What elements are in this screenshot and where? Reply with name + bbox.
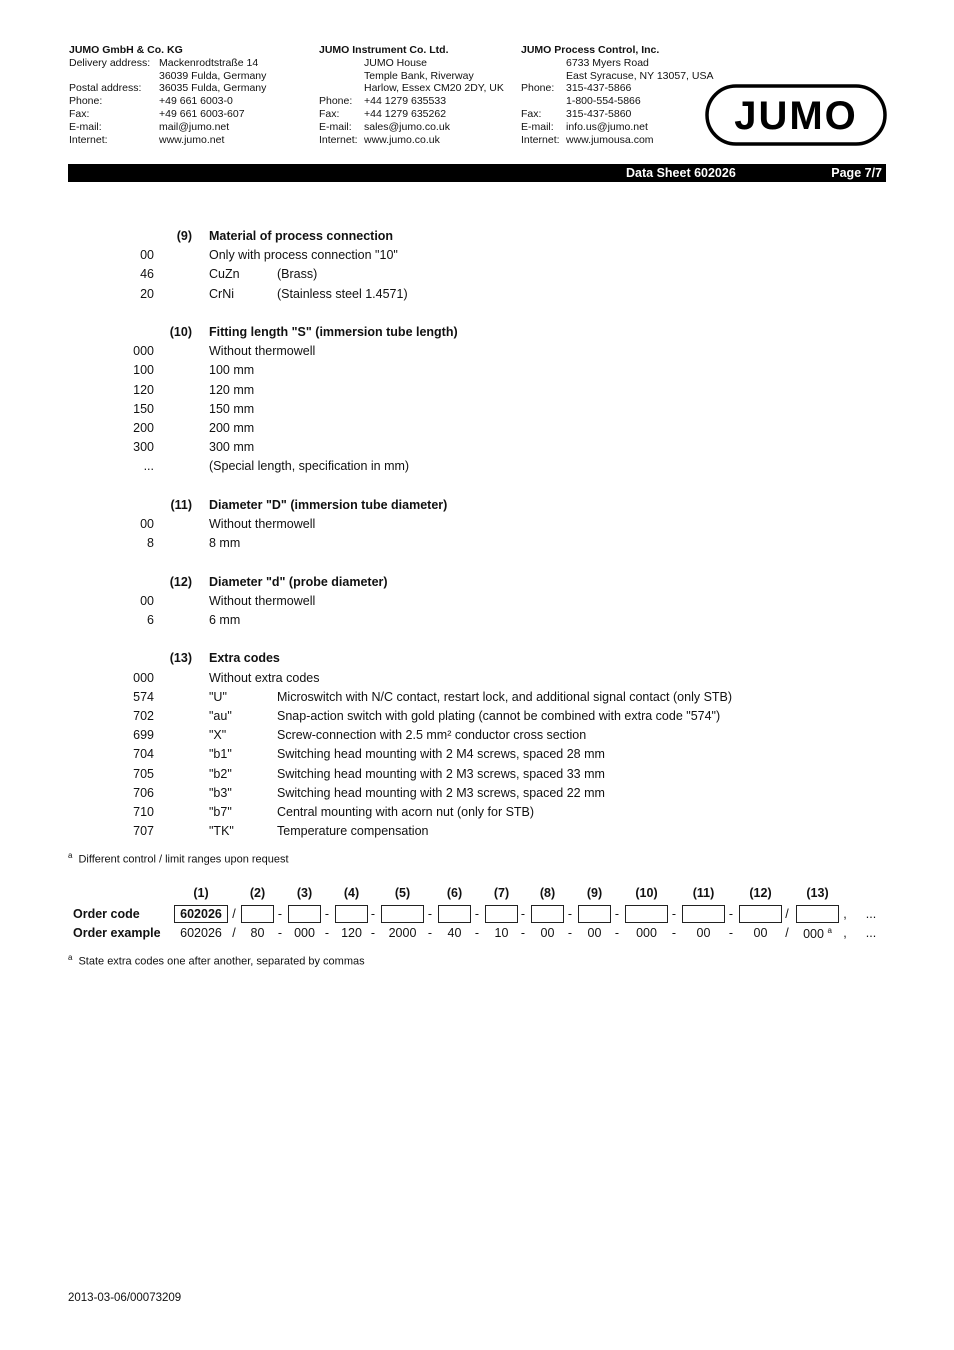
item-code: 150 xyxy=(133,401,154,416)
address-line xyxy=(69,95,266,108)
order-example-text: 120 xyxy=(341,926,362,940)
order-position-header: (13) xyxy=(806,886,829,900)
address-line xyxy=(521,95,713,108)
address-value: info.us@jumo.net xyxy=(566,120,648,133)
address-jumo-germany xyxy=(69,44,266,146)
address-value: East Syracuse, NY 13057, USA xyxy=(566,69,714,82)
address-line xyxy=(521,121,713,134)
list-item xyxy=(0,784,954,803)
order-separator: / xyxy=(785,926,789,940)
section-title: Extra codes xyxy=(209,651,280,666)
address-label: E-mail: xyxy=(69,120,102,133)
order-code-box[interactable] xyxy=(241,905,274,923)
list-item xyxy=(0,534,954,553)
datasheet-number: Data Sheet 602026 xyxy=(626,166,736,180)
address-jumo-usa xyxy=(521,44,713,146)
document-date-code: 2013-03-06/00073209 xyxy=(68,1292,182,1304)
order-code-box[interactable] xyxy=(682,905,725,923)
order-example-text: 000 xyxy=(294,926,315,940)
order-code-label: Order code xyxy=(73,907,140,921)
order-separator: - xyxy=(728,907,734,921)
item-detail: Snap-action switch with gold plating (cannot be combined with extra code "574") xyxy=(277,709,721,723)
item-description: "au" xyxy=(209,709,232,723)
address-line xyxy=(521,108,713,121)
item-description: Without thermowell xyxy=(209,593,316,608)
address-label: E-mail: xyxy=(521,120,554,133)
list-item xyxy=(0,765,954,784)
order-example-text: 2000 xyxy=(388,926,417,940)
address-value: +44 1279 635533 xyxy=(364,95,447,108)
item-description: CuZn xyxy=(209,267,240,282)
footnote-ranges xyxy=(68,851,289,866)
item-description: CrNi xyxy=(209,286,234,301)
address-line xyxy=(69,82,266,95)
address-line xyxy=(521,70,713,83)
address-line xyxy=(319,121,504,134)
section-heading xyxy=(0,227,954,246)
order-separator: - xyxy=(324,926,330,940)
item-description: Without thermowell xyxy=(209,517,316,531)
address-value: Mackenrodtstraße 14 xyxy=(159,56,259,69)
item-description: 8 mm xyxy=(209,536,241,551)
order-separator: - xyxy=(474,907,480,921)
section-index: (9) xyxy=(176,229,192,243)
address-value: sales@jumo.co.uk xyxy=(364,120,450,133)
address-label: Phone: xyxy=(319,95,353,108)
address-label: Internet: xyxy=(69,133,108,146)
order-separator: - xyxy=(427,926,433,940)
list-item xyxy=(0,457,954,476)
list-item xyxy=(0,361,954,380)
order-position-header: (3) xyxy=(296,886,313,900)
item-code: 00 xyxy=(140,248,154,263)
item-code: ... xyxy=(143,459,154,474)
order-example-value xyxy=(578,926,611,940)
address-value: 36035 Fulda, Germany xyxy=(159,82,267,95)
order-example-value xyxy=(288,926,321,940)
item-code: 46 xyxy=(140,267,154,282)
order-separator: , xyxy=(843,907,847,921)
item-detail: Central mounting with acorn nut (only for STB) xyxy=(277,805,535,819)
address-value: 1-800-554-5866 xyxy=(566,95,641,108)
order-trailing-ellipsis: ... xyxy=(865,907,877,921)
order-example-text: 00 xyxy=(587,926,602,940)
item-detail: Switching head mounting with 2 M4 screws, spaced 28 mm xyxy=(277,747,605,762)
company-name: JUMO GmbH & Co. KG xyxy=(69,44,183,56)
item-description: "b3" xyxy=(209,785,232,800)
list-item xyxy=(0,265,954,284)
order-example-text: 80 xyxy=(250,926,265,940)
address-label: Delivery address: xyxy=(69,56,151,69)
address-label: E-mail: xyxy=(319,120,352,133)
item-description: 200 mm xyxy=(209,421,255,435)
item-code: 300 xyxy=(133,440,154,455)
address-value: www.jumo.net xyxy=(159,133,225,146)
datasheet-bar xyxy=(68,164,886,182)
order-example-text: 00 xyxy=(753,926,768,940)
address-value: 36039 Fulda, Germany xyxy=(159,69,267,82)
order-code-box[interactable] xyxy=(578,905,611,923)
list-item xyxy=(0,438,954,457)
item-detail: Switching head mounting with 2 M3 screws, spaced 33 mm xyxy=(277,766,605,781)
section-title: Fitting length "S" (immersion tube length) xyxy=(209,325,458,339)
item-description: 100 mm xyxy=(209,363,255,378)
address-label: Internet: xyxy=(521,133,560,146)
order-example-value xyxy=(335,926,368,940)
item-code: 705 xyxy=(133,766,154,781)
address-line xyxy=(319,70,504,83)
item-description: 300 mm xyxy=(209,440,255,455)
address-label: Phone: xyxy=(69,95,103,108)
order-example-value xyxy=(682,926,725,940)
item-detail: Screw-connection with 2.5 mm² conductor cross section xyxy=(277,728,587,743)
address-line xyxy=(319,134,504,147)
list-item xyxy=(0,803,954,822)
company-name: JUMO Instrument Co. Ltd. xyxy=(319,44,449,56)
footnote-extra-codes xyxy=(68,953,365,968)
item-code: 699 xyxy=(133,728,154,743)
address-label: Internet: xyxy=(319,133,358,146)
item-code: 000 xyxy=(133,344,154,359)
section-heading xyxy=(0,573,954,592)
section-heading xyxy=(0,496,954,515)
list-item xyxy=(0,342,954,361)
address-value: +49 661 6003-607 xyxy=(159,107,245,120)
order-separator: - xyxy=(427,907,433,921)
order-position-header: (7) xyxy=(493,886,510,900)
address-line xyxy=(69,121,266,134)
order-separator: / xyxy=(232,926,236,940)
address-value: JUMO House xyxy=(364,56,428,69)
list-item xyxy=(0,419,954,438)
order-example-value xyxy=(174,926,228,940)
item-detail: Microswitch with N/C contact, restart lock, and additional signal contact (only STB) xyxy=(277,689,733,704)
section-heading xyxy=(0,323,954,342)
order-code-box[interactable] xyxy=(739,905,782,923)
item-code: 6 xyxy=(147,613,154,627)
address-value: 315-437-5866 xyxy=(566,82,632,95)
order-separator: - xyxy=(614,926,620,940)
address-line xyxy=(319,95,504,108)
company-name: JUMO Process Control, Inc. xyxy=(521,44,660,56)
address-line xyxy=(319,57,504,70)
address-value: 315-437-5860 xyxy=(566,107,632,120)
order-example-text: 000 xyxy=(636,926,657,940)
order-separator: , xyxy=(843,926,847,940)
address-label: Fax: xyxy=(69,107,90,120)
order-example-text: 00 xyxy=(540,926,555,940)
order-example-value xyxy=(485,926,518,940)
item-description: "b2" xyxy=(209,766,232,781)
list-item xyxy=(0,400,954,419)
order-separator: - xyxy=(277,926,283,940)
order-separator: / xyxy=(785,907,789,921)
address-value: 6733 Myers Road xyxy=(566,56,649,69)
address-value: +44 1279 635262 xyxy=(364,107,447,120)
order-separator: - xyxy=(277,907,283,921)
order-example-value xyxy=(531,926,564,940)
order-example-value xyxy=(739,926,782,940)
item-description: 6 mm xyxy=(209,613,241,627)
order-example-text: 602026 xyxy=(180,926,222,940)
address-value: Harlow, Essex CM20 2DY, UK xyxy=(364,82,504,95)
order-example-value xyxy=(241,926,274,940)
section-heading xyxy=(0,649,954,668)
address-value: Temple Bank, Riverway xyxy=(364,69,474,82)
footnote-mark: a xyxy=(68,953,73,962)
order-position-header: (6) xyxy=(446,886,463,900)
order-position-header: (4) xyxy=(343,886,360,900)
item-detail: Temperature compensation xyxy=(277,824,429,839)
item-description: "b1" xyxy=(209,747,232,762)
item-description: "b7" xyxy=(209,805,232,819)
item-description: Only with process connection "10" xyxy=(209,248,398,263)
order-separator: - xyxy=(520,926,526,940)
order-separator: - xyxy=(567,907,573,921)
item-description: (Special length, specification in mm) xyxy=(209,459,410,474)
item-description: "TK" xyxy=(209,824,234,839)
order-separator: - xyxy=(370,907,376,921)
item-code: 00 xyxy=(140,517,154,531)
order-position-header: (11) xyxy=(692,886,715,900)
item-code: 707 xyxy=(133,824,154,839)
order-position-header: (8) xyxy=(539,886,556,900)
section-index: (12) xyxy=(169,574,192,589)
order-example-label: Order example xyxy=(73,926,161,940)
order-example-value xyxy=(438,926,471,940)
order-code-box[interactable] xyxy=(335,905,368,923)
address-line xyxy=(69,108,266,121)
footnote-text: Different control / limit ranges upon request xyxy=(78,853,289,866)
address-line xyxy=(69,70,266,83)
order-position-header: (5) xyxy=(394,886,411,900)
order-separator: - xyxy=(671,926,677,940)
section-index: (13) xyxy=(169,651,192,666)
item-description: 120 mm xyxy=(209,382,255,397)
list-item xyxy=(0,688,954,707)
order-separator: - xyxy=(370,926,376,940)
address-value: www.jumo.co.uk xyxy=(364,133,440,146)
item-description: 150 mm xyxy=(209,401,255,416)
section-title: Diameter "D" (immersion tube diameter) xyxy=(209,497,448,512)
order-position-header: (1) xyxy=(193,886,209,900)
list-item xyxy=(0,707,954,726)
item-code: 710 xyxy=(133,805,154,819)
item-code: 200 xyxy=(133,421,154,435)
address-line xyxy=(319,82,504,95)
order-separator: - xyxy=(474,926,480,940)
list-item xyxy=(0,611,954,630)
address-line xyxy=(69,134,266,147)
order-code-box[interactable] xyxy=(438,905,471,923)
item-code: 00 xyxy=(140,593,154,608)
order-position-header: (10) xyxy=(635,886,658,900)
item-code: 574 xyxy=(133,689,154,704)
order-example-text: 000 xyxy=(803,927,824,942)
item-code: 704 xyxy=(133,747,154,762)
order-position-header: (9) xyxy=(586,886,603,900)
address-line xyxy=(521,134,713,147)
order-position-header: (12) xyxy=(749,886,772,900)
list-item xyxy=(0,745,954,764)
item-code: 000 xyxy=(133,670,154,685)
address-label: Fax: xyxy=(319,107,340,120)
address-line xyxy=(69,57,266,70)
order-separator: - xyxy=(671,907,677,921)
address-value: +49 661 6003-0 xyxy=(159,95,233,108)
order-code-box[interactable] xyxy=(288,905,321,923)
address-label: Phone: xyxy=(521,82,555,95)
jumo-logo xyxy=(705,84,887,146)
item-description: Without thermowell xyxy=(209,344,316,359)
item-description: "X" xyxy=(209,728,227,743)
order-example-text: 40 xyxy=(447,926,462,940)
item-description: "U" xyxy=(209,689,227,704)
address-line xyxy=(521,57,713,70)
item-detail: (Brass) xyxy=(277,267,318,282)
order-position-header: (2) xyxy=(249,886,266,900)
list-item xyxy=(0,285,954,304)
order-code-fixed-box: 602026 xyxy=(174,905,228,923)
order-example-value xyxy=(381,926,424,940)
footnote-mark: a xyxy=(827,926,832,935)
list-item xyxy=(0,592,954,611)
list-item xyxy=(0,669,954,688)
section-title: Material of process connection xyxy=(209,229,394,243)
order-code-box[interactable] xyxy=(796,905,839,923)
address-jumo-uk xyxy=(319,44,504,146)
order-separator: - xyxy=(567,926,573,940)
footnote-text: State extra codes one after another, separated by commas xyxy=(78,955,365,968)
address-label: Fax: xyxy=(521,107,542,120)
item-code: 702 xyxy=(133,709,154,723)
list-item xyxy=(0,726,954,745)
address-line xyxy=(319,108,504,121)
svg-text:JUMO: JUMO xyxy=(734,94,858,138)
address-line xyxy=(521,82,713,95)
order-separator: - xyxy=(614,907,620,921)
item-description: Without extra codes xyxy=(209,670,320,685)
section-index: (11) xyxy=(170,497,192,512)
list-item xyxy=(0,515,954,534)
address-label: Postal address: xyxy=(69,82,142,95)
order-code-box[interactable] xyxy=(625,905,668,923)
item-code: 120 xyxy=(133,382,154,397)
page-number: Page 7/7 xyxy=(831,166,882,180)
order-example-value xyxy=(796,926,839,941)
order-code-box[interactable] xyxy=(381,905,424,923)
order-separator: - xyxy=(324,907,330,921)
order-trailing-ellipsis: ... xyxy=(865,926,877,940)
item-code: 706 xyxy=(133,785,154,800)
item-code: 20 xyxy=(140,286,154,301)
list-item xyxy=(0,822,954,841)
item-detail: (Stainless steel 1.4571) xyxy=(277,286,408,301)
address-value: mail@jumo.net xyxy=(159,120,230,133)
order-separator: - xyxy=(728,926,734,940)
order-example-value xyxy=(625,926,668,940)
item-code: 8 xyxy=(147,536,154,551)
order-separator: - xyxy=(520,907,526,921)
list-item xyxy=(0,246,954,265)
order-example-text: 10 xyxy=(494,926,509,940)
address-value: www.jumousa.com xyxy=(566,133,654,146)
order-example-text: 00 xyxy=(696,926,711,940)
section-index: (10) xyxy=(169,325,192,339)
order-code-box[interactable] xyxy=(531,905,564,923)
list-item xyxy=(0,381,954,400)
item-code: 100 xyxy=(133,363,154,378)
item-detail: Switching head mounting with 2 M3 screws, spaced 22 mm xyxy=(277,785,605,800)
footnote-mark: a xyxy=(68,851,73,860)
section-title: Diameter "d" (probe diameter) xyxy=(209,574,388,589)
order-code-box[interactable] xyxy=(485,905,518,923)
order-separator: / xyxy=(232,907,236,921)
